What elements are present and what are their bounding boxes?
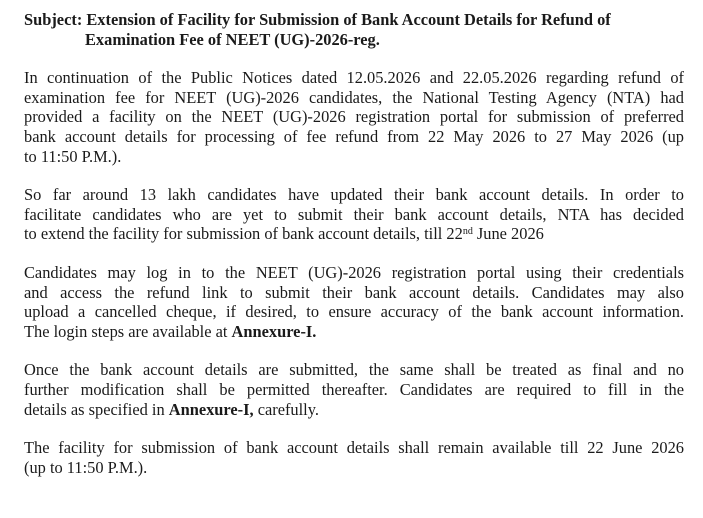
notice-document xyxy=(24,10,684,496)
para1-line-1: In continuation of the Public Notices dated 12.05.2026 and 22.05.2026 regarding refund of xyxy=(24,68,684,88)
para3-line-1: Candidates may log in to the NEET (UG)-2026 registration portal using their credentials xyxy=(24,262,684,282)
annexure-reference-2: Annexure-I, xyxy=(168,399,254,419)
para2-line-2: facilitate candidates who are yet to submit their bank account details, NTA has decided xyxy=(24,204,684,224)
subject-heading xyxy=(24,10,684,49)
para3-line-2: and access the refund link to submit their bank account details. Candidates may also xyxy=(24,282,684,302)
para1-line-4: bank account details for processing of fee refund from 22 May 2026 to 27 May 2026 (up xyxy=(24,126,684,146)
paragraph-login xyxy=(24,263,684,341)
para5-line-2: (up to 11:50 P.M.). xyxy=(24,457,148,477)
para4-line-2: further modification shall be permitted thereafter. Candidates are required to fill in the xyxy=(24,379,684,399)
ordinal-suffix: nd xyxy=(462,226,473,238)
paragraph-extension xyxy=(24,185,684,244)
para2-line-3 xyxy=(24,224,684,244)
subject-line-1: Subject: Extension of Facility for Submission of Bank Account Details for Refund of xyxy=(24,10,611,29)
para4-line-3-tail: carefully. xyxy=(253,399,319,419)
para4-line-3-text: details as specified in xyxy=(24,399,169,419)
para1-line-5: to 11:50 P.M.). xyxy=(24,146,122,166)
subject-line-2: Examination Fee of NEET (UG)-2026-reg. xyxy=(85,29,380,49)
para2-line-3-text: to extend the facility for submission of bank account details, till 22 xyxy=(24,224,463,244)
para1-line-3: provided a facility on the NEET (UG)-2026 registration portal for submission of preferred xyxy=(24,107,684,127)
para3-line-4-text: The login steps are available at xyxy=(24,321,232,341)
para4-line-1: Once the bank account details are submitted, the same shall be treated as final and no xyxy=(24,360,684,380)
para5-line-1: The facility for submission of bank account details shall remain available till 22 June 2026 xyxy=(24,438,684,458)
paragraph-availability xyxy=(24,438,684,477)
annexure-reference: Annexure-I. xyxy=(231,321,317,341)
paragraph-final-details xyxy=(24,360,684,419)
para4-line-3 xyxy=(24,400,684,420)
paragraph-continuation xyxy=(24,68,684,166)
para3-line-4 xyxy=(24,322,684,342)
para2-line-3-date: June 2026 xyxy=(472,224,544,244)
para1-line-2: examination fee for NEET (UG)-2026 candidates, the National Testing Agency (NTA) had xyxy=(24,87,684,107)
para3-line-3: upload a cancelled cheque, if desired, to ensure accuracy of the bank account information. xyxy=(24,302,684,322)
para2-line-1: So far around 13 lakh candidates have updated their bank account details. In order to xyxy=(24,185,684,205)
